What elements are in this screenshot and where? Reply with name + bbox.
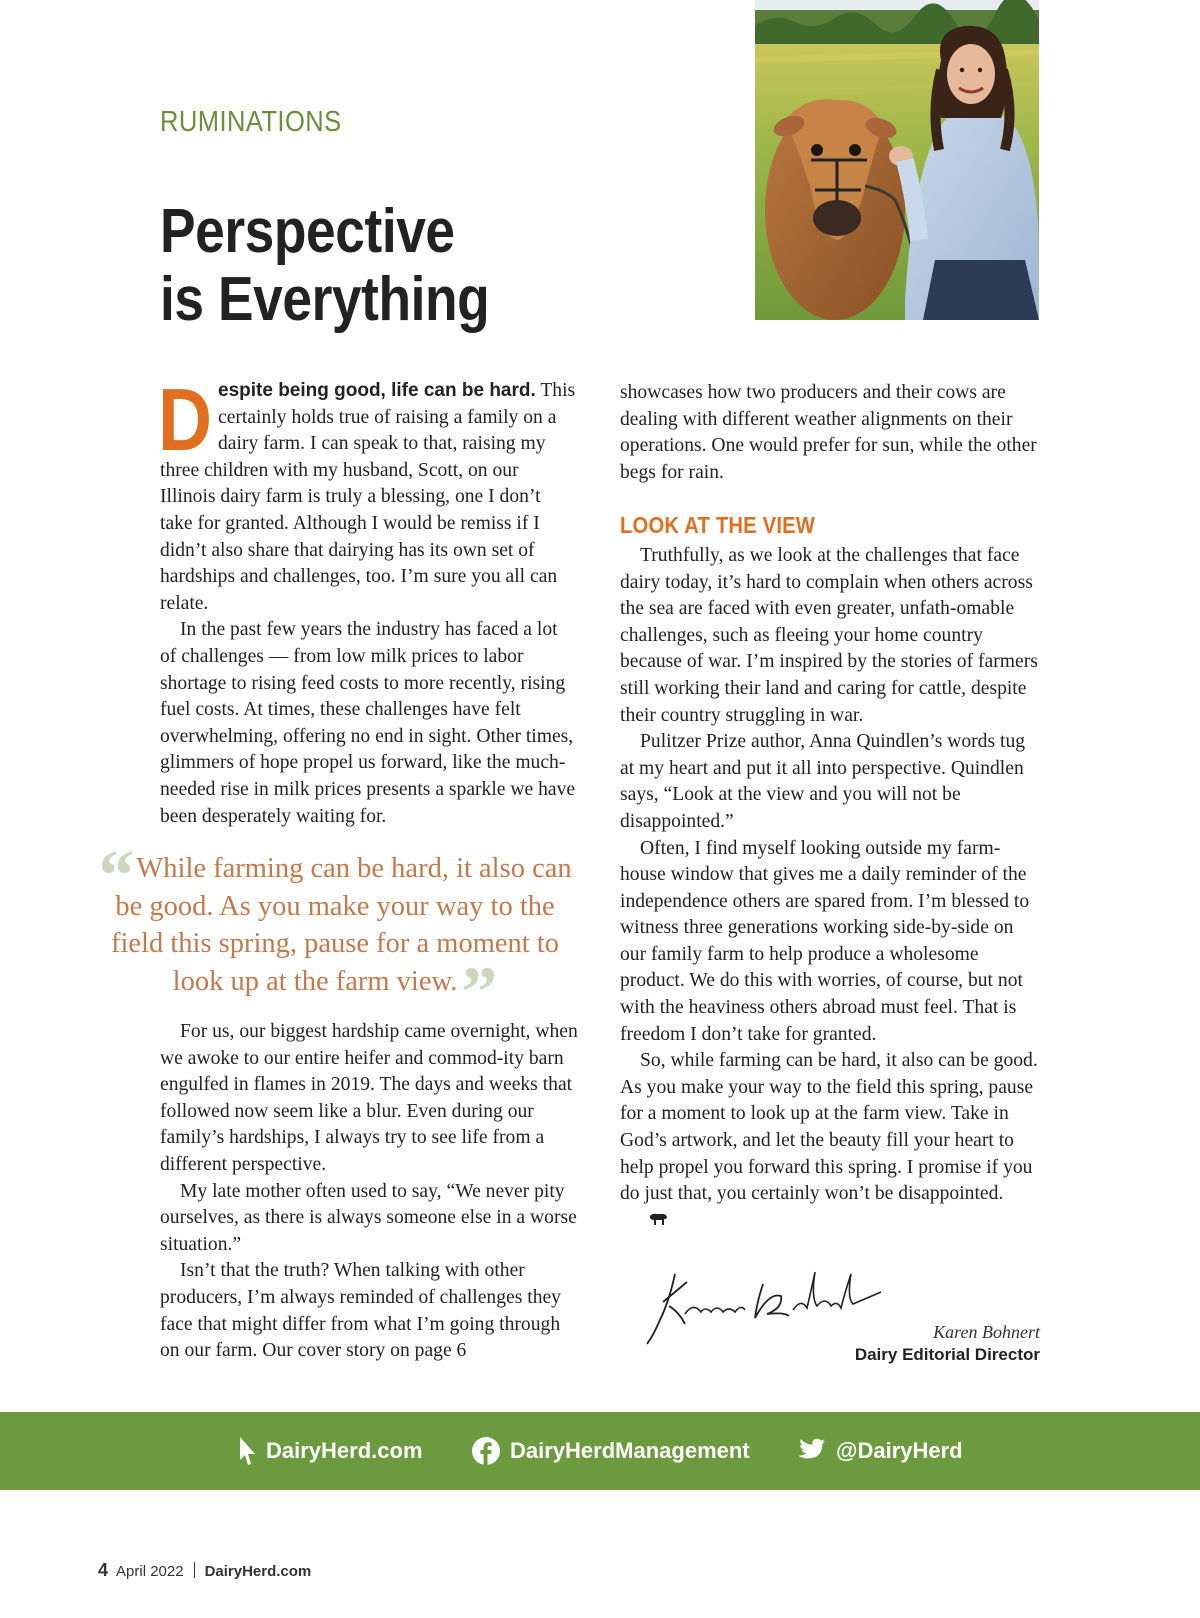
article-column-right (620, 380, 1040, 1235)
twitter-label: @DairyHerd (836, 1438, 963, 1463)
paragraph-4: My late mother often used to say, “We never pity ourselves, as there is always someone else in a worse situation.” (160, 1180, 577, 1255)
paragraph-6: showcases how two producers and their cows are dealing with different weather alignments on their operations. One would prefer for sun, while the other begs for rain. (620, 382, 1037, 483)
cow-end-mark-icon (628, 1208, 668, 1235)
paragraph-2: In the past few years the industry has faced a lot of challenges — from low milk prices to labor shortage to rising feed costs to more recently, rising fuel costs. At times, these challenges have felt overwhelming, offering no end in sight. Other times, glimmers of hope propel us forward, like the much-needed rise in milk prices presents a sparkle we have been desperately waiting for. (160, 619, 576, 827)
drop-cap: D (158, 370, 213, 469)
paragraph-7: Truthfully, as we look at the challenges that face dairy today, it’s hard to complain when others across the sea are faced with even greater, unfath-omable challenges, such as fleeing your home country because of war. I’m inspired by the stories of farmers still working their land and caring for cattle, despite their country struggling in war. (620, 544, 1038, 726)
author-with-cow-image (755, 0, 1039, 320)
website-label: DairyHerd.com (266, 1438, 423, 1463)
author-title: Dairy Editorial Director (854, 1345, 1040, 1364)
author-signature (645, 1262, 885, 1347)
paragraph-10 (620, 1048, 1040, 1234)
pull-quote-text: While farming can be hard, it also can be good. As you make your way to the field this spring, pause for a moment to look up at the farm view. (111, 853, 572, 997)
facebook-label: DairyHerdManagement (510, 1438, 750, 1463)
lead-sentence: espite being good, life can be hard. (218, 380, 536, 401)
paragraph-3: For us, our biggest hardship came overnight, when we awoke to our entire heifer and commod-ity barn engulfed in flames in 2019. The days and weeks that followed now seem like a blur. Even during our family’s hardships, I always try to see life from a different perspective. (160, 1021, 578, 1175)
website-link[interactable] (238, 1412, 423, 1490)
pull-quote (90, 835, 580, 1032)
author-name: Karen Bohnert (933, 1322, 1040, 1342)
issue-date: April 2022 (116, 1563, 184, 1580)
open-quote-icon: “ (98, 835, 135, 915)
paragraph-8: Pulitzer Prize author, Anna Quindlen’s words tug at my heart and put it all into perspective. Quindlen says, “Look at the view and you will not be disappointed.” (620, 731, 1026, 832)
twitter-link[interactable] (796, 1412, 963, 1490)
close-quote-icon: ” (461, 951, 498, 1032)
paragraph-10-text: So, while farming can be hard, it also can be good. As you make your way to the field this spring, pause for a moment to look up at the farm view. Take in God’s artwork, and let the beauty fill your heart to help propel you forward this spring. I promise if you do just that, you certainly won’t be disappointed. (620, 1050, 1038, 1205)
article-column-left-bottom (160, 1019, 578, 1365)
section-label: RUMINATIONS (160, 106, 342, 138)
folio-site: DairyHerd.com (204, 1563, 312, 1580)
facebook-link[interactable] (472, 1412, 750, 1490)
facebook-icon (472, 1437, 500, 1465)
headline-line-2: is Everything (160, 265, 490, 334)
paragraph-1 (158, 370, 578, 617)
author-photo (755, 0, 1039, 320)
paragraph-9: Often, I find myself looking outside my farm-house window that gives me a daily reminder of the independence others are spared from. I’m blessed to witness three generations working side-by-side on our family farm to help produce a wholesome product. We do this with worries, of course, but not with the heaviness others abroad must feel. That is freedom I don’t take for granted. (620, 837, 1030, 1045)
folio-divider (194, 1562, 195, 1578)
page-folio (98, 1560, 311, 1581)
paragraph-1-text: This certainly holds true of raising a family on a dairy farm. I can speak to that, raising my three children with my husband, Scott, on our Illinois dairy farm is truly a blessing, one I don’t take for granted. Although I would be remiss if I didn’t also share that dairying has its own set of hardships and challenges, too. I’m sure you all can relate. (160, 380, 576, 614)
article-column-left-top (158, 370, 578, 830)
article-headline (160, 198, 489, 334)
subheading: LOOK AT THE VIEW (620, 512, 816, 539)
social-footer-bar (0, 1412, 1200, 1490)
twitter-bird-icon (796, 1438, 826, 1464)
headline-line-1: Perspective (160, 197, 455, 266)
paragraph-5: Isn’t that the truth? When talking with other producers, I’m always reminded of challenges they face that might differ from what I’m going through on our farm. Our cover story on page 6 (160, 1260, 561, 1362)
page-number: 4 (98, 1560, 109, 1580)
cursor-arrow-icon (238, 1436, 256, 1466)
